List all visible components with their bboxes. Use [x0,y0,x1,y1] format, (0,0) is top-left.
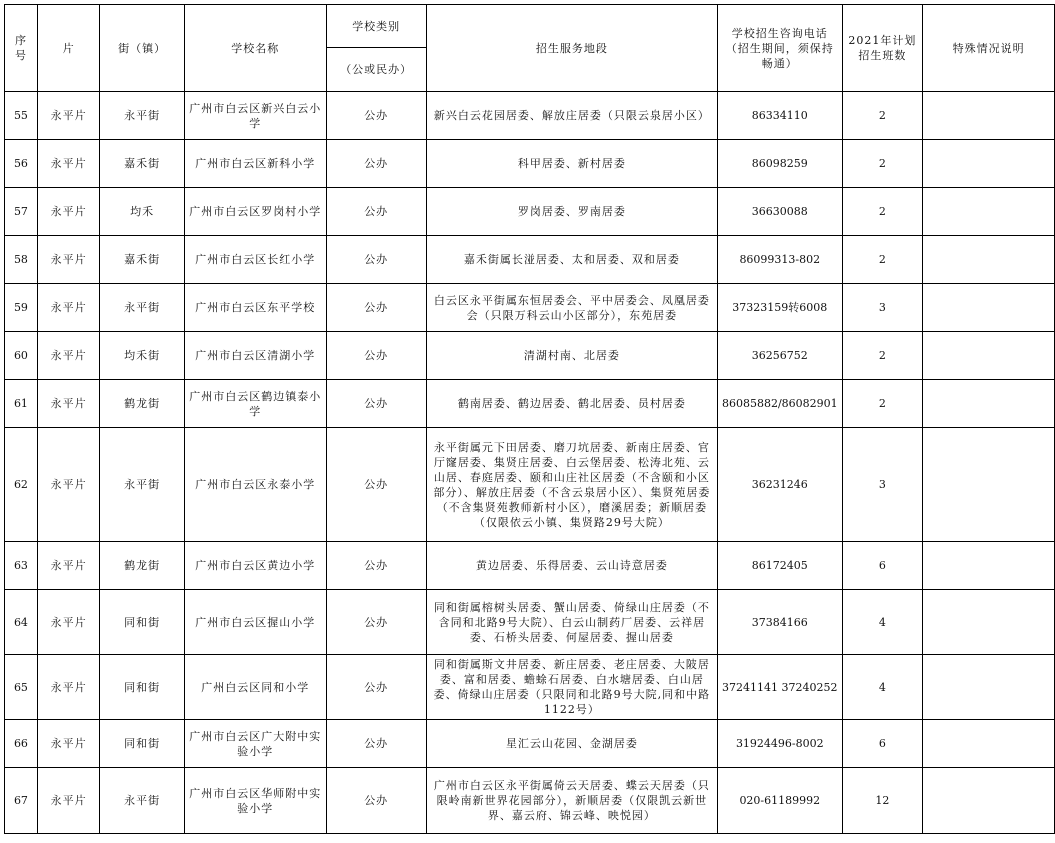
row-zone: 永平片 [37,92,100,140]
row-seq: 66 [5,720,38,768]
row-service-area: 鹤南居委、鹤边居委、鹤北居委、员村居委 [426,380,717,428]
table-body [5,92,1055,834]
row-service-area: 罗岗居委、罗南居委 [426,188,717,236]
row-zone: 永平片 [37,542,100,590]
row-note [923,655,1055,720]
row-street: 鹤龙街 [100,542,185,590]
row-seq: 65 [5,655,38,720]
header-school: 学校名称 [184,5,326,92]
row-service-area: 嘉禾街属长湴居委、太和居委、双和居委 [426,236,717,284]
row-school-name: 广州市白云区长红小学 [184,236,326,284]
row-phone: 37384166 [717,590,842,655]
row-zone: 永平片 [37,720,100,768]
table-row [5,140,1055,188]
row-street: 嘉禾街 [100,236,185,284]
row-seq: 55 [5,92,38,140]
row-service-area: 同和街属榕树头居委、蟹山居委、倚绿山庄居委（不含同和北路9号大院）、白云山制药厂居委、云祥居委、石桥头居委、何屋居委、握山居委 [426,590,717,655]
row-seq: 60 [5,332,38,380]
header-seq: 序号 [5,5,38,92]
row-seq: 61 [5,380,38,428]
row-class-count: 2 [842,332,923,380]
row-phone: 020-61189992 [717,768,842,834]
row-phone: 36231246 [717,428,842,542]
row-zone: 永平片 [37,284,100,332]
row-street: 永平街 [100,428,185,542]
row-note [923,720,1055,768]
row-service-area: 黄边居委、乐得居委、云山诗意居委 [426,542,717,590]
row-class-count: 2 [842,188,923,236]
row-note [923,768,1055,834]
row-street: 永平街 [100,92,185,140]
header-type: 学校类别 [326,5,426,48]
row-school-name: 广州市白云区握山小学 [184,590,326,655]
row-school-name: 广州市白云区清湖小学 [184,332,326,380]
table-row [5,236,1055,284]
row-seq: 67 [5,768,38,834]
row-phone: 37323159转6008 [717,284,842,332]
row-school-name: 广州白云区同和小学 [184,655,326,720]
row-zone: 永平片 [37,236,100,284]
row-school-name: 广州市白云区黄边小学 [184,542,326,590]
row-phone: 36256752 [717,332,842,380]
row-phone: 36630088 [717,188,842,236]
row-street: 均禾 [100,188,185,236]
row-street: 均禾街 [100,332,185,380]
row-street: 同和街 [100,720,185,768]
row-street: 永平街 [100,768,185,834]
row-zone: 永平片 [37,188,100,236]
row-class-count: 12 [842,768,923,834]
table-row [5,332,1055,380]
row-street: 嘉禾街 [100,140,185,188]
row-note [923,92,1055,140]
row-service-area: 白云区永平街属东恒居委会、平中居委会、凤凰居委会（只限万科云山小区部分），东苑居委 [426,284,717,332]
row-school-type: 公办 [326,380,426,428]
row-service-area: 新兴白云花园居委、解放庄居委（只限云泉居小区） [426,92,717,140]
table-row [5,768,1055,834]
row-school-type: 公办 [326,590,426,655]
header-area: 招生服务地段 [426,5,717,92]
row-school-name: 广州市白云区鹤边镇泰小学 [184,380,326,428]
row-school-type: 公办 [326,768,426,834]
row-zone: 永平片 [37,428,100,542]
row-zone: 永平片 [37,332,100,380]
row-school-type: 公办 [326,428,426,542]
row-service-area: 科甲居委、新村居委 [426,140,717,188]
row-seq: 62 [5,428,38,542]
row-school-name: 广州市白云区罗岗村小学 [184,188,326,236]
row-class-count: 3 [842,428,923,542]
row-class-count: 6 [842,720,923,768]
row-school-type: 公办 [326,236,426,284]
enrollment-table [4,4,1055,834]
row-school-name: 广州市白云区永泰小学 [184,428,326,542]
row-note [923,188,1055,236]
header-note: 特殊情况说明 [923,5,1055,92]
table-row [5,542,1055,590]
row-class-count: 4 [842,655,923,720]
row-seq: 59 [5,284,38,332]
row-service-area: 同和街属斯文井居委、新庄居委、老庄居委、大陂居委、富和居委、蟾蜍石居委、白水塘居委、白山居委、倚绿山庄居委（只限同和北路9号大院,同和中路1122号） [426,655,717,720]
row-seq: 58 [5,236,38,284]
row-class-count: 2 [842,140,923,188]
row-phone: 86334110 [717,92,842,140]
row-street: 同和街 [100,655,185,720]
row-school-type: 公办 [326,188,426,236]
row-phone: 86172405 [717,542,842,590]
row-street: 鹤龙街 [100,380,185,428]
row-class-count: 2 [842,380,923,428]
row-phone: 86099313-802 [717,236,842,284]
row-school-type: 公办 [326,92,426,140]
table-row [5,188,1055,236]
row-note [923,542,1055,590]
row-note [923,428,1055,542]
row-school-name: 广州市白云区新兴白云小学 [184,92,326,140]
row-service-area: 清湖村南、北居委 [426,332,717,380]
table-row [5,284,1055,332]
row-zone: 永平片 [37,768,100,834]
header-street: 街（镇） [100,5,185,92]
table-row [5,428,1055,542]
table-row [5,92,1055,140]
header-classes: 2021年计划招生班数 [842,5,923,92]
row-service-area: 广州市白云区永平街属倚云天居委、蝶云天居委（只限岭南新世界花园部分），新顺居委（仅限凯云新世界、嘉云府、锦云峰、映悦园） [426,768,717,834]
table-row [5,720,1055,768]
header-zone: 片 [37,5,100,92]
row-seq: 63 [5,542,38,590]
row-school-type: 公办 [326,720,426,768]
row-zone: 永平片 [37,655,100,720]
row-phone: 86098259 [717,140,842,188]
row-school-type: 公办 [326,655,426,720]
row-street: 永平街 [100,284,185,332]
row-class-count: 3 [842,284,923,332]
header-type-sub: （公或民办） [326,48,426,92]
row-zone: 永平片 [37,140,100,188]
row-seq: 57 [5,188,38,236]
row-seq: 56 [5,140,38,188]
table-row [5,655,1055,720]
row-school-name: 广州市白云区广大附中实验小学 [184,720,326,768]
row-service-area: 永平街属元下田居委、磨刀坑居委、新南庄居委、官厅窿居委、集贤庄居委、白云堡居委、松涛北苑、云山居、春庭居委、颐和山庄社区居委（不含颐和小区部分）、解放庄居委（不含云泉居小区）、集贤苑居委（不含集贤苑教师新村小区），磨溪居委；新顺居委（仅限依云小镇、集贤路29号大院） [426,428,717,542]
row-school-name: 广州市白云区新科小学 [184,140,326,188]
header-phone: 学校招生咨询电话（招生期间，须保持畅通） [717,5,842,92]
table-row [5,380,1055,428]
row-phone: 31924496-8002 [717,720,842,768]
row-school-name: 广州市白云区东平学校 [184,284,326,332]
row-service-area: 星汇云山花园、金湖居委 [426,720,717,768]
row-note [923,380,1055,428]
row-note [923,332,1055,380]
row-school-type: 公办 [326,542,426,590]
row-class-count: 2 [842,236,923,284]
table-row [5,590,1055,655]
row-school-type: 公办 [326,284,426,332]
row-street: 同和街 [100,590,185,655]
row-school-type: 公办 [326,140,426,188]
row-note [923,236,1055,284]
row-class-count: 6 [842,542,923,590]
row-note [923,590,1055,655]
row-phone: 37241141 37240252 [717,655,842,720]
row-phone: 86085882/86082901 [717,380,842,428]
row-class-count: 2 [842,92,923,140]
row-zone: 永平片 [37,380,100,428]
row-school-type: 公办 [326,332,426,380]
row-school-name: 广州市白云区华师附中实验小学 [184,768,326,834]
row-note [923,284,1055,332]
row-seq: 64 [5,590,38,655]
table-header [5,5,1055,92]
row-zone: 永平片 [37,590,100,655]
row-note [923,140,1055,188]
row-class-count: 4 [842,590,923,655]
